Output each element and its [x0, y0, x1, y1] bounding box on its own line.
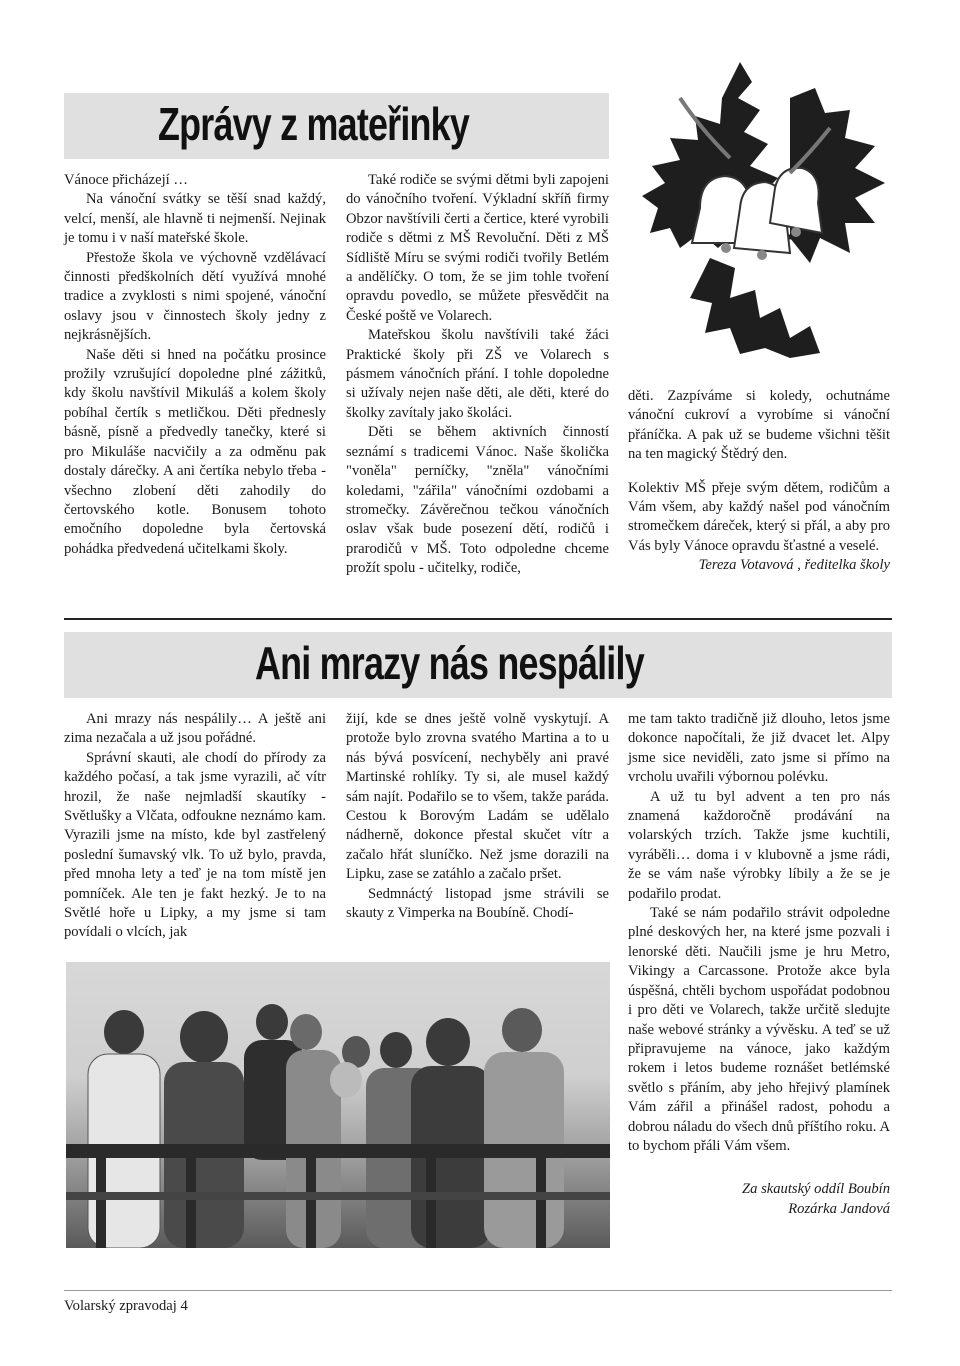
paragraph: Také rodiče se svými dětmi byli zapojeni do vánočního tvoření. Výkladní skříň firmy Obzor navštívili čerti a čertice, které vyrobili rodiče s dětmi z MŠ Revoluční. Děti z MŠ Sídliště Míru se svými rodiči tvořily Betlém a andělíčky. O tom, že se jim tohle tvoření opravdu povedlo, se můžete přesvědčit na České poště ve Volarech. — [346, 172, 609, 324]
article1-column-1 — [64, 171, 326, 559]
group-photo-figures — [66, 962, 610, 1248]
article2-column-2 — [346, 710, 609, 923]
article2-column-1 — [64, 710, 326, 943]
paragraph: Také se nám podařilo strávit odpoledne plné deskových her, na které jsme pozvali i lenorské děti. Naučili jsme je hru Metro, Vikingy a Carcassone. Protože akce byla úspěšná, chtěli bychom uspořádat podobnou i pro děti ve Volarech, takže určitě sledujte naše webové stránky a vývěsku. A teď se už připravujeme na vánoce, jako každým rokem i letos budeme roznášet betlémské světlo s přáním, aby jeho hřejivý plamínek Vám zářil a přinášel radost, pohodu a dobrou náladu do všech dnů příštího roku. A to bychom přáli Vám všem. — [628, 905, 890, 1154]
paragraph: Ani mrazy nás nespálily… A ještě ani zima nezačala a už jsou pořádné. — [64, 711, 326, 747]
paragraph: Na vánoční svátky se těší snad každý, velcí, menší, ale hlavně ti nejmenší. Nejinak je tomu i v naší mateřské škole. — [64, 191, 326, 247]
footer-rule — [64, 1290, 892, 1291]
paragraph: Mateřskou školu navštívili také žáci Praktické školy při ZŠ ve Volarech s pásmem vánočních přání. I tohle dopoledne si užívaly nejen naše děti, ale děti, které do školky zavítaly jako školáci. — [346, 327, 609, 421]
christmas-bells-illustration — [640, 58, 890, 363]
paragraph: me tam takto tradičně již dlouho, letos jsme dokonce napočítali, že již dvacet let. Alpy jsme sice neviděli, zato jsme si přímo na vrcholu uvařili výbornou polévku. — [628, 711, 890, 786]
article2-signature-line-1: Za skautský oddíl Boubín — [742, 1181, 890, 1198]
paragraph: Děti se během aktivních činností seznámí s tradicemi Vánoc. Naše školička "voněla" perníčky, "zněla" vánočními koledami, "zářila" vánočními ozdobami a stromečky. Závěrečnou tečkou vánočních oslav však bude posezení dětí, rodičů i prarodičů v MŠ. Toto odpoledne chceme prožít spolu - učitelky, rodiče, — [346, 424, 609, 577]
paragraph: žijí, kde se dnes ještě volně vyskytují. A protože bylo zrovna svatého Martina a to u nás bývá posvícení, nechyběly ani pravé Martinské rohlíky. Ty si, ale musel každý sám najít. Podařilo se to všem, takže paráda. Cestou k Borovým Ladám se udělalo nádherně, dokonce přestal skučet vítr a začalo hřát sluníčko. Než jsme dorazili na Lipku, zase se zatáhlo a začalo pršet. — [346, 711, 609, 883]
paragraph: Naše děti si hned na počátku prosince prožily vzrušující dopoledne plné zážitků, kdy školu navštívil Mikuláš a kolem školy pobíhal čertík s metličkou. Děti přednesly básně, písně a předvedly tanečky, které si pro Mikuláše nacvičily a za odměnu pak dostaly dárečky. A ani čertíka nebylo třeba - všechno zlobení děti zahodily do čertovského kotle. Bonusem tohoto emočního dopoledne byla čertovská pohádka předvedená učitelkami školy. — [64, 346, 326, 557]
article2-column-3 — [628, 710, 890, 1219]
section-divider — [64, 618, 892, 620]
paragraph: A už tu byl advent a ten pro nás znamená každoročně prodávání na volarských trzích. Takže jsme kuchtili, vyráběli… doma i v klubovně a jsme rádi, že se vám naše výrobky líbily a že se je podařilo prodat. — [628, 788, 890, 902]
article1-signature: Tereza Votavová , ředitelka školy — [698, 557, 890, 574]
paragraph: děti. Zazpíváme si koledy, ochutnáme vánoční cukroví a vyrobíme si vánoční přáníčka. A pak už se budeme všichni těšit na ten magický Štědrý den. — [628, 388, 890, 463]
article1-column-2 — [346, 171, 609, 579]
paragraph: Sedmnáctý listopad jsme strávili se skauty z Vimperka na Boubíně. Chodí- — [346, 885, 609, 922]
group-photo — [66, 962, 610, 1248]
paragraph: Správní skauti, ale chodí do přírody za každého počasí, a tak jsme vyrazili, ač vítr hrozil, že naše nejmladší skautíky - Světlušky a Vlčata, odfoukne neznámo kam. Vyrazili jsme na místo, kde byl zastřelený poslední šumavský vlk. To už bylo, pravda, před mnoha lety a teď je na tom místě jen pomníček. Ale ten je fakt hezký. Je to na Světlé hoře u Lipky, a my jsme si tam povídali o vlcích, jak — [64, 749, 326, 941]
paragraph: Vánoce přicházejí … — [64, 172, 188, 188]
article1-column-3 — [628, 387, 890, 576]
article1-title: Zprávy z mateřinky — [158, 98, 470, 150]
paragraph: Kolektiv MŠ přeje svým dětem, rodičům a Vám všem, aby každý našel pod vánočním stromečkem dáreček, který si přál, a aby pro Vás byly Vánoce opravdu šťastné a veselé. — [628, 479, 890, 554]
footer-label: Volarský zpravodaj 4 — [64, 1298, 188, 1314]
article2-signature-line-2: Rozárka Jandová — [788, 1200, 890, 1217]
article2-title: Ani mrazy nás nespálily — [255, 637, 644, 689]
paragraph: Přestože škola ve výchovně vzdělávací činnosti předškolních dětí využívá mnohé tradice a zvyklosti s nimi spojené, vánoční oslavy jsou v činnostech školy jedny z nejkrásnějších. — [64, 249, 326, 344]
